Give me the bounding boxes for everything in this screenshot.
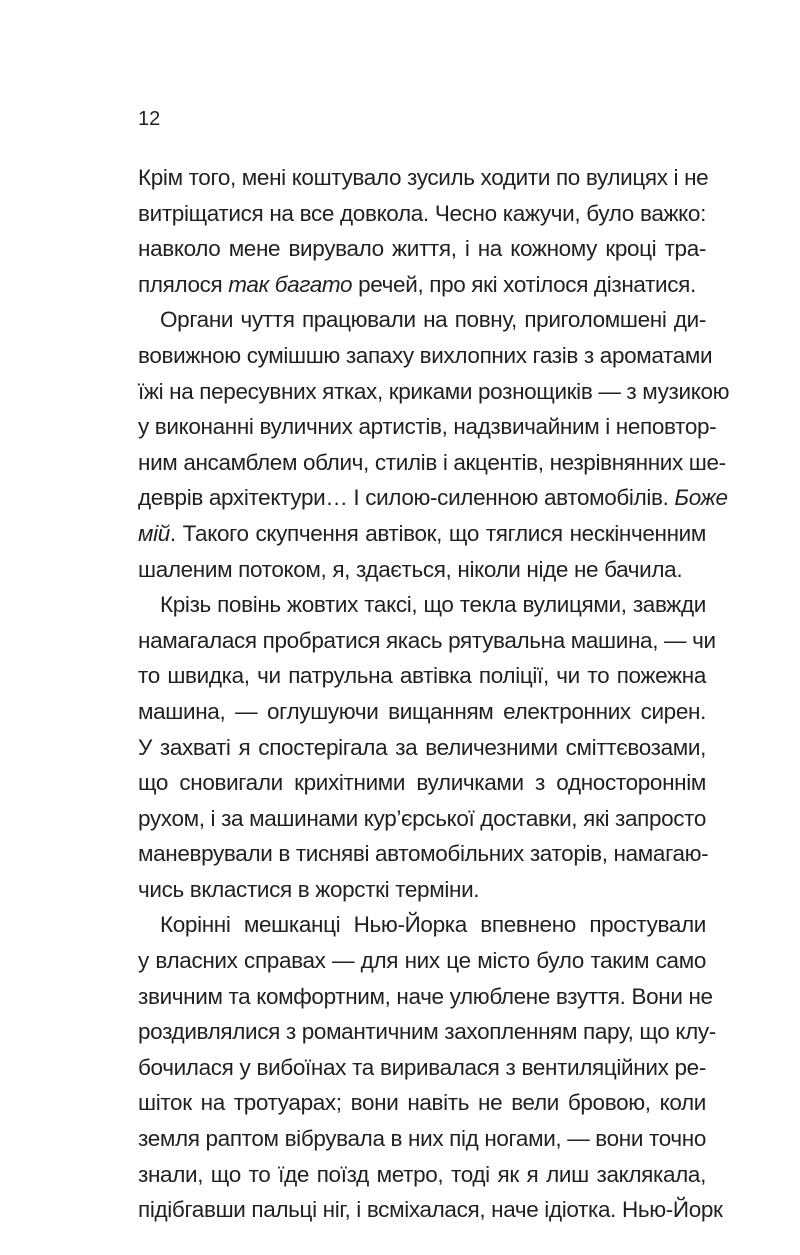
text-line: намагалася пробратися якась рятувальна машина, — чи [138,627,716,653]
text-line: вовижною сумішшю запаху вихлопних газів з ароматами [138,342,713,368]
text-line: у власних справах — для них це місто було таким само [138,948,706,974]
text-line: то швидка, чи патрульна автівка поліції, чи то пожежна [138,663,706,689]
text-line: що сновигали крихітними вуличками з одностороннім [138,770,706,796]
text-line: їжі на пересувних ятках, криками рознощиків — з музикою [138,378,730,404]
text-line: чись вкластися в жорсткі терміни. [138,876,480,902]
text-line: звичним та комфортним, наче улюблене взуття. Вони не [138,983,713,1009]
text-line: земля раптом вібрувала в них під ногами, — вони точно [138,1126,706,1152]
text-line: мій. Такого скупчення автівок, що тяглися нескінченним [138,520,706,546]
text-line: У захваті я спостерігала за величезними сміттєвозами, [138,734,706,760]
emphasis-text: так багато [228,271,353,297]
page-number: 12 [138,108,161,130]
text-line: деврів архітектури… І силою-силенною автомобілів. Боже [138,485,728,511]
body-text [138,160,730,1228]
text-line: рухом, і за машинами кур’єрської доставки, які запросто [138,805,707,831]
text-line: Органи чуття працювали на повну, приголомшені ди- [160,307,706,333]
text-line: машина, — оглушуючи вищанням електронних сирен. [138,698,706,724]
text-line: бочилася у вибоїнах та виривалася з вентиляційних ре- [138,1054,706,1080]
text-line: роздивлялися з романтичним захопленням пару, що клу- [138,1019,716,1045]
text-line: плялося так багато речей, про які хотілося дізнатися. [138,271,696,297]
text-line: маневрували в тисняві автомобільних заторів, намагаю- [138,841,709,867]
text-line: підібгавши пальці ніг, і всміхалася, наче ідіотка. Нью-Йорк [138,1197,723,1223]
text-line: шаленим потоком, я, здається, ніколи ніде не бачила. [138,556,683,582]
text-line: Крізь повінь жовтих таксі, що текла вулицями, завжди [160,592,706,618]
emphasis-text: Боже [674,485,728,511]
text-line: шіток на тротуарах; вони навіть не вели бровою, коли [138,1090,706,1116]
text-line: витріщатися на все довкола. Чесно кажучи, було важко: [138,200,706,226]
text-line: у виконанні вуличних артистів, надзвичайним і неповтор- [138,414,717,440]
text-line: навколо мене вирувало життя, і на кожному кроці тра- [138,236,706,262]
text-line: Крім того, мені коштувало зусиль ходити по вулицях і не [138,165,709,190]
text-line: ним ансамблем облич, стилів і акцентів, незрівнянних ше- [138,449,726,475]
text-line: знали, що то їде поїзд метро, тоді як я лиш заклякала, [138,1161,706,1187]
text-line: Корінні мешканці Нью-Йорка впевнено простували [160,912,706,938]
emphasis-text: мій [138,520,170,546]
